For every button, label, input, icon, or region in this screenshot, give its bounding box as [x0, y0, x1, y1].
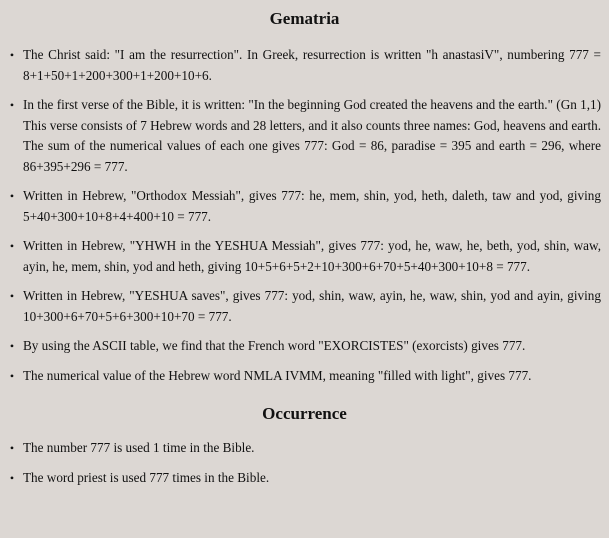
list-item-text: Written in Hebrew, "YESHUA saves", gives 777: yod, shin, waw, ayin, he, waw, shin, yod and ayin, giving 10+300+6+70+5+6+300+10+70 = 777.	[23, 288, 601, 324]
bullet-icon: •	[9, 368, 15, 383]
list-item	[8, 438, 601, 459]
list-item	[8, 95, 601, 177]
list-item-text: The word priest is used 777 times in the Bible.	[23, 469, 270, 485]
list-item	[8, 236, 601, 277]
list-item	[8, 286, 601, 327]
list-item	[8, 468, 601, 489]
bullet-icon: •	[9, 441, 15, 455]
list-item-text: Written in Hebrew, "YHWH in the YESHUA Messiah", gives 777: yod, he, waw, he, beth, yod, shin, waw, ayin, he, mem, shin, yod and heth, giving 10+5+6+5+2+10+300+6+70+5+40+300+10+8 = 777.	[23, 238, 601, 274]
list-item	[8, 336, 601, 357]
bullet-icon: •	[9, 98, 15, 112]
bullet-icon: •	[9, 289, 15, 303]
list-item	[8, 186, 601, 227]
list-item-text: In the first verse of the Bible, it is written: "In the beginning God created the heavens and the earth." (Gn 1,1) This verse consists of 7 Hebrew words and 28 letters, and it also counts three names: God, heavens and earth. The sum of the numerical values of each one gives 777: God = 86, paradise = 395 and earth = 296, where 86+395+296 = 777.	[23, 97, 601, 174]
bullet-icon: •	[9, 189, 15, 203]
bullet-icon: •	[9, 339, 15, 353]
section-title-occurrence: Occurrence	[262, 404, 347, 423]
bullet-icon: •	[9, 239, 15, 253]
bullet-icon: •	[9, 470, 15, 485]
bullet-icon: •	[9, 48, 15, 62]
list-item-text: The Christ said: "I am the resurrection". In Greek, resurrection is written "h anastasiV", numbering 777 = 8+1+50+1+200+300+1+200+10+6.	[23, 47, 601, 83]
gematria-list	[8, 45, 601, 386]
list-item	[8, 45, 601, 86]
list-item-text: By using the ASCII table, we find that the French word "EXORCISTES" (exorcists) gives 777.	[23, 338, 526, 353]
occurrence-list	[8, 438, 601, 488]
list-item-text: The number 777 is used 1 time in the Bible.	[23, 440, 255, 455]
list-item-text: The numerical value of the Hebrew word NMLA IVMM, meaning "filled with light", gives 777.	[23, 367, 532, 383]
list-item-text: Written in Hebrew, "Orthodox Messiah", gives 777: he, mem, shin, yod, heth, daleth, taw and yod, giving 5+40+300+10+8+4+400+10 = 777.	[23, 188, 601, 224]
section-title-gematria: Gematria	[269, 9, 340, 28]
list-item	[8, 366, 601, 387]
